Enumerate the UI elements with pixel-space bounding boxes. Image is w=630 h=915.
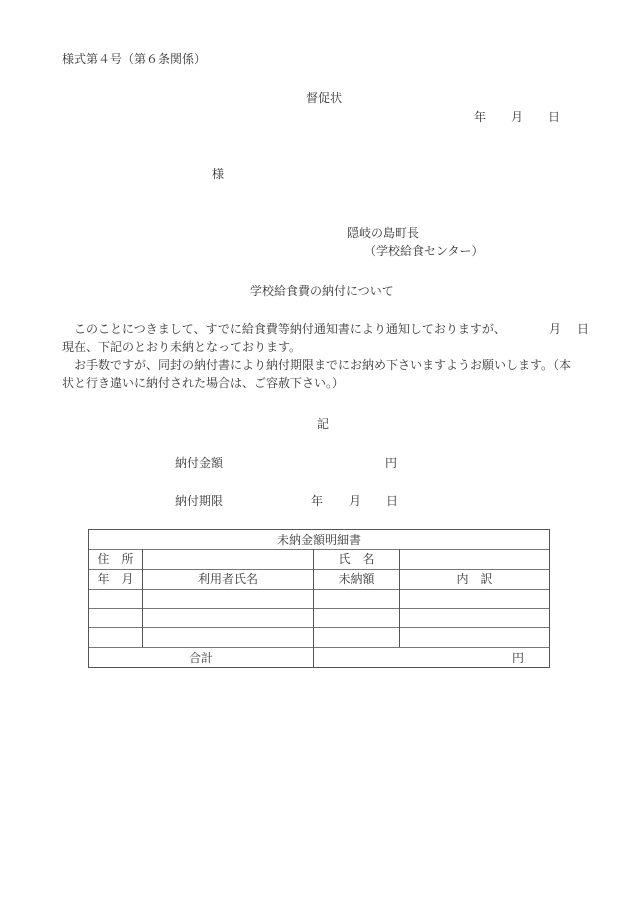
address-label: 住 所 (97, 552, 134, 566)
body-line-1 (62, 320, 562, 338)
date-day-label: 日 (548, 110, 561, 124)
date-month-label: 月 (511, 110, 524, 124)
header-unpaid-amount: 未納額 (338, 572, 375, 586)
document-title: 督促状 (306, 91, 343, 105)
form-number: 様式第４号（第６条関係） (62, 52, 207, 66)
total-unit: 円 (511, 651, 524, 665)
date-year-label: 年 (474, 110, 487, 124)
sender-name: 隠岐の島町長 (347, 226, 420, 240)
ki-heading: 記 (317, 417, 330, 431)
payment-deadline-label: 納付期限 (175, 494, 224, 508)
table-divider (89, 627, 549, 628)
deadline-month-label: 月 (349, 494, 362, 508)
table-divider (89, 589, 549, 590)
deadline-day-label: 日 (386, 494, 399, 508)
sender-department: （学校給食センター） (364, 244, 484, 258)
payment-amount-unit: 円 (385, 456, 398, 470)
name-value[interactable] (400, 552, 549, 566)
body-paragraphs (62, 320, 572, 392)
table-divider (89, 549, 549, 550)
unpaid-details-table (88, 529, 550, 668)
header-breakdown: 内 訳 (456, 572, 493, 586)
table-title: 未納金額明細書 (276, 533, 361, 547)
subject-line: 学校給食費の納付について (250, 284, 394, 298)
payment-amount-label: 納付金額 (175, 456, 224, 470)
total-label: 合計 (188, 651, 213, 665)
deadline-year-label: 年 (311, 494, 324, 508)
table-divider (89, 608, 549, 609)
body-month-label: 月 (549, 322, 562, 336)
body-line-3: お手数ですが、同封の納付書により納付期限までにお納め下さいますようお願いします。（本 (62, 358, 572, 372)
recipient-suffix: 様 (212, 167, 225, 181)
table-divider (89, 569, 549, 570)
header-year-month: 年 月 (97, 572, 134, 586)
body-line-4: 状と行き違いに納付された場合は、ご容赦下さい。） (62, 376, 345, 390)
table-col-divider (313, 549, 314, 668)
header-user-name: 利用者氏名 (197, 572, 258, 586)
body-line-1-text: このことにつきまして、すでに給食費等納付通知書により通知しておりますが、 (62, 322, 506, 336)
body-day-label: 日 (577, 322, 590, 336)
body-line-2: 現在、下記のとおり未納となっております。 (62, 340, 302, 354)
table-divider (89, 647, 549, 648)
name-label: 氏 名 (338, 552, 375, 566)
address-value[interactable] (143, 552, 313, 566)
